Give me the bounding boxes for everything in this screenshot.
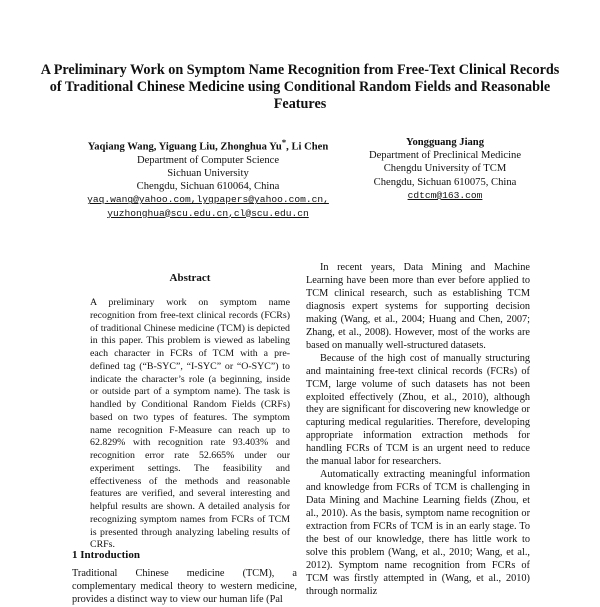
abstract-heading: Abstract: [169, 272, 211, 284]
author-names: Yaqiang Wang, Yiguang Liu, Zhonghua Yu*, Li Chen: [87, 137, 329, 153]
paper-title: A Preliminary Work on Symptom Name Recognition from Free-Text Clinical Records of Traditional Chinese Medicine using Conditional Random Fields and Reasonable Features: [40, 62, 560, 112]
author-block-left: [58, 136, 358, 220]
abstract-body: A preliminary work on symptom name recognition from free-text clinical records (FCRs) of traditional Chinese medicine (TCM) is depicted in this paper. This problem is viewed as labeling each character in FCRs of TCM with a pre-defined tag (“B-SYC”, “I-SYC” or “O-SYC”) to indicate the character’s role (a beginning, inside or outside part of a symptom name). The task is handled by Conditional Random Fields (CRFs) based on two types of features. The symptom name recognition F-Measure can reach up to 62.829% with recognition rate 93.403% and recognition error rate 52.665% under our experiment settings. The feasibility and effectiveness of the methods and reasonable features are verified, and several interesting and helpful results are shown. A detailed analysis for recognizing symptom names from FCRs of TCM is presented through analyzing labeling results of CRFs.: [90, 297, 290, 551]
author-emails-line1[interactable]: yaq.wang@yahoo.com,lygpapers@yahoo.com.cn,: [87, 194, 329, 206]
author-department: Department of Computer Science: [136, 154, 280, 166]
author-name: Yongguang Jiang: [405, 137, 484, 148]
author-university: Sichuan University: [167, 167, 249, 179]
author-email[interactable]: cdtcm@163.com: [407, 189, 483, 201]
author-city: Chengdu, Sichuan 610064, China: [136, 181, 280, 193]
author-block-right: [360, 136, 530, 202]
paragraph: Because of the high cost of manually structuring and maintaining free-text clinical records (FCRs) of TCM, large volume of such datasets has not been exploited effectively (Zhou, et al., 2010), although they are significant for discovering new knowledge or capturing medical regularities. Therefore, developing appropriate information extraction methods for handling FCRs of TCM is an urgent need to reduce the manual labor for researchers.: [306, 352, 530, 468]
author-university: Chengdu University of TCM: [383, 163, 507, 175]
paragraph: Automatically extracting meaningful information and knowledge from FCRs of TCM is challenging in Data Mining and Machine Learning fields (Zhou, et al., 2010). As the basis, symptom name recognition or extraction from FCRs of TCM is in an early stage. To the best of our knowledge, there has little work to solve this problem (Wang, et al., 2010; Wang, et al., 2012). Symptom name recognition from FCRs of TCM was firstly attempted in (Wang, et al., 2010) through normaliz: [306, 469, 530, 597]
paragraph: In recent years, Data Mining and Machine Learning have been more than ever before applied to TCM clinical research, such as establishing TCM diagnosis expert systems for supporting decision making (Wang, et al., 2004; Huang and Chen, 2007; Zhang, et al., 2008). However, most of the works are based on manually well-structured datasets.: [306, 262, 530, 351]
introduction-paragraph: Traditional Chinese medicine (TCM), a complementary medical theory to western medicine, provides a distinct way to view our human life (Pal: [72, 568, 297, 605]
corresponding-mark: *: [281, 137, 287, 147]
section-heading-introduction: 1 Introduction: [72, 549, 140, 561]
author-city: Chengdu, Sichuan 610075, China: [373, 176, 517, 188]
author-department: Department of Preclinical Medicine: [368, 150, 522, 162]
right-column: [306, 262, 530, 599]
author-emails-line2[interactable]: yuzhonghua@scu.edu.cn,cl@scu.edu.cn: [107, 207, 309, 219]
